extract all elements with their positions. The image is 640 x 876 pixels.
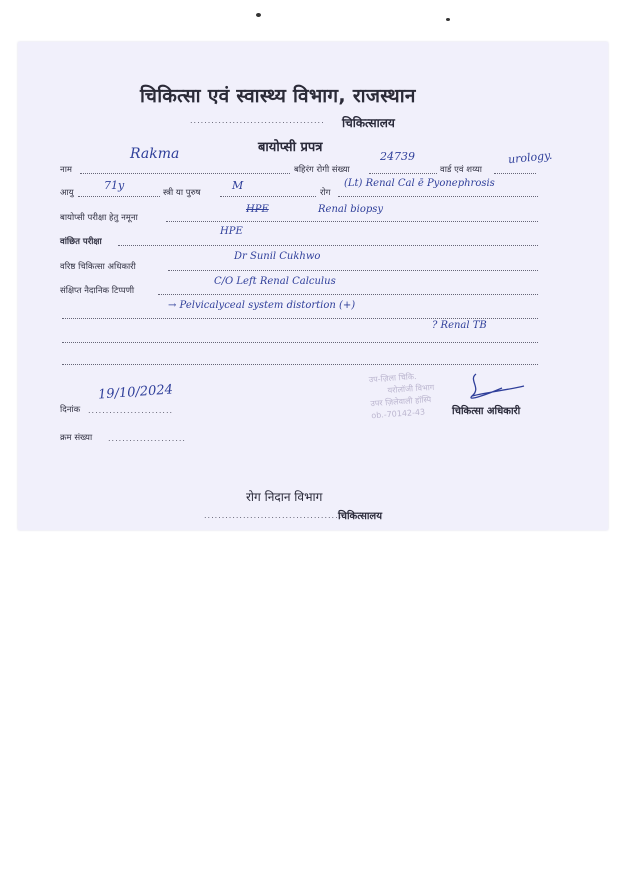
stamp-line-3: उपर ज़िलेवाली हॉस्पि: [370, 395, 432, 409]
notes-rule-3: [62, 342, 538, 343]
sample-struck-value: HPE: [246, 204, 269, 215]
opd-label: बहिरंग रोगी संख्या: [294, 165, 350, 175]
notes-line-1: C/O Left Renal Calculus: [214, 276, 336, 287]
officer-label: वरिष्ठ चिकित्सा अधिकारी: [60, 262, 136, 272]
age-value: 71y: [104, 179, 125, 192]
pathology-dept-title: रोग निदान विभाग: [246, 490, 323, 504]
hospital-stamp: [368, 370, 436, 422]
notes-rule-1: [158, 294, 538, 295]
name-label: नाम: [60, 165, 73, 175]
date-label: दिनांक: [60, 405, 81, 415]
officer-rule: [168, 270, 538, 271]
name-rule: [80, 173, 290, 174]
notes-line-3: ? Renal TB: [432, 320, 487, 331]
officer-value: Dr Sunil Cukhwo: [234, 251, 321, 262]
sex-rule: [220, 196, 316, 197]
notes-rule-4: [62, 364, 538, 365]
disease-rule: [338, 196, 538, 197]
hospital-label: चिकित्सालय: [342, 116, 395, 130]
notes-rule-2: [62, 318, 538, 319]
disease-label: रोग: [320, 188, 331, 198]
test-rule: [118, 245, 538, 246]
test-value: HPE: [220, 226, 243, 237]
name-value: Rakma: [130, 146, 180, 162]
hospital-name-dots: ......................................: [190, 116, 325, 125]
serial-label: क्रम संख्या: [60, 433, 93, 443]
sample-rule: [166, 221, 538, 222]
stamp-line-4: ob.-70142-43: [370, 407, 426, 421]
scan-speck: [256, 13, 261, 17]
scan-speck: [446, 18, 450, 21]
opd-value: 24739: [380, 150, 415, 163]
test-label: वांछित परीक्षा: [60, 237, 102, 247]
pathology-hospital-label: चिकित्सालय: [338, 511, 382, 522]
date-value: 19/10/2024: [97, 382, 174, 403]
ward-label: वार्ड एवं शय्या: [440, 165, 483, 175]
officer-sign-label: चिकित्सा अधिकारी: [452, 406, 521, 417]
department-title: चिकित्सा एवं स्वास्थ्य विभाग, राजस्थान: [140, 85, 416, 107]
sample-value: Renal biopsy: [318, 204, 384, 215]
biopsy-form-sheet: [18, 42, 608, 530]
stamp-line-2: यरोलॉजी विभाग: [387, 382, 435, 396]
stamp-line-1: उप-ज़िला चिकि.: [368, 371, 417, 385]
age-rule: [78, 196, 160, 197]
notes-line-2: → Pelvicalyceal system distortion (+): [168, 300, 356, 311]
notes-label: संक्षिप्त नैदानिक टिप्पणी: [60, 286, 135, 296]
ward-rule: [494, 173, 536, 174]
age-label: आयु: [60, 188, 74, 198]
sample-label: बायोप्सी परीक्षा हेतु नमूना: [60, 213, 138, 223]
date-dots: ........................: [88, 406, 174, 415]
opd-rule: [369, 173, 437, 174]
pathology-hospital-dots: ........................................: [204, 511, 346, 520]
sex-label: स्त्री या पुरुष: [163, 188, 201, 198]
sex-value: M: [232, 179, 244, 192]
form-title: बायोप्सी प्रपत्र: [258, 140, 323, 155]
serial-dots: ......................: [108, 434, 186, 443]
disease-value: (Lt) Renal Cal ē Pyonephrosis: [344, 178, 495, 189]
ward-value: urology.: [507, 148, 553, 167]
